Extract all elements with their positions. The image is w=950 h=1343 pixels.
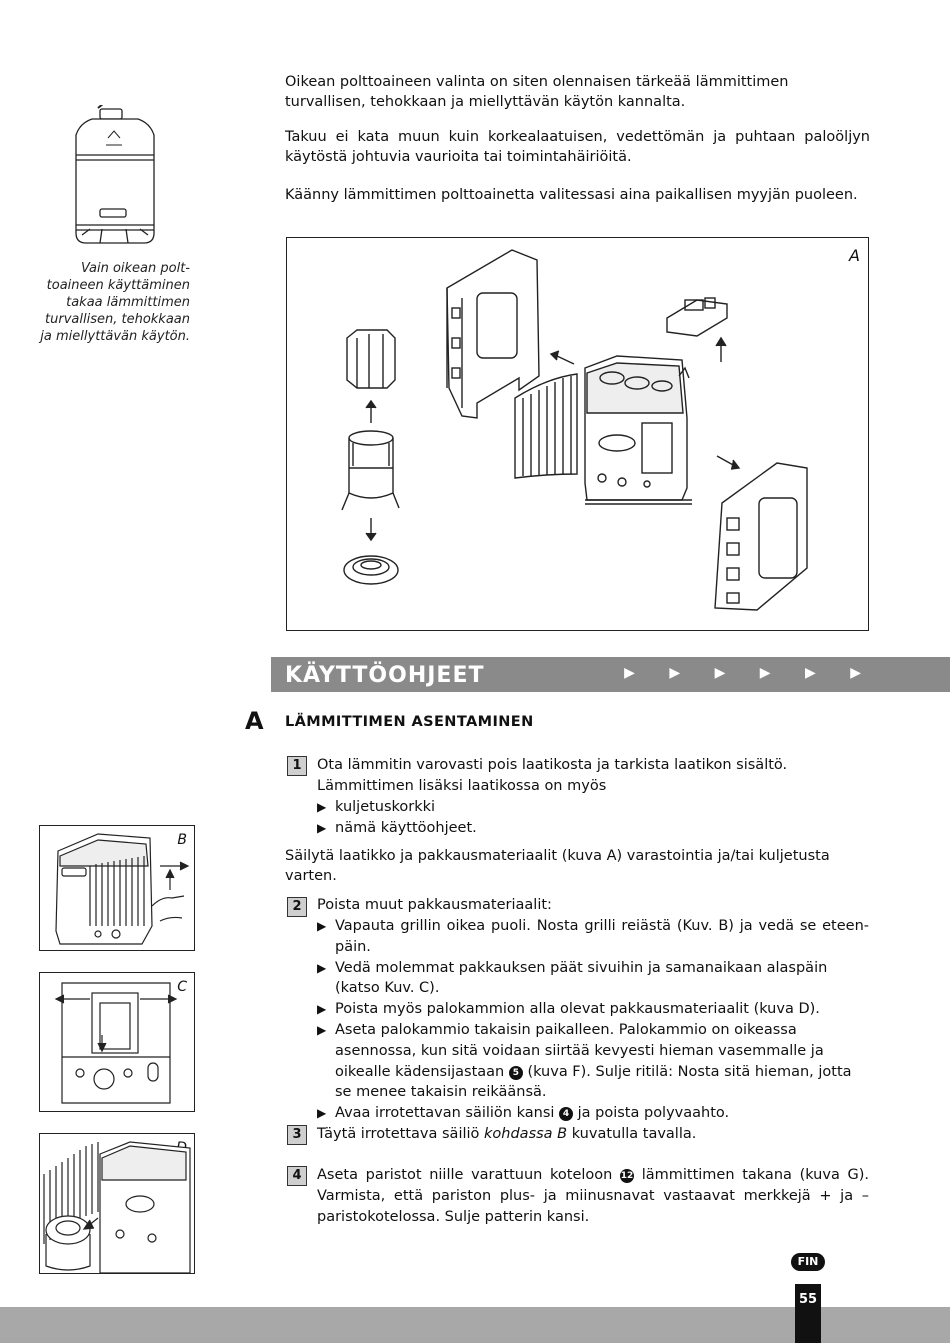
step-1-bullet: ▶ kuljetuskorkki: [317, 799, 436, 815]
step-2-bullet-4-text: Aseta palokammio takaisin paikalleen. Palokammio on oikeassa asennossa, kun sitä voidaan siirtää kevyesti hieman vasemmalle ja oikealle kädensijastaan: [335, 1021, 824, 1080]
subsection-title: LÄMMITTIMEN ASENTAMINEN: [285, 714, 534, 730]
step-2-bullet: ▶ Vapauta grillin oikea puoli. Nosta grilli reiästä (Kuv. B) ja vedä se eteenpäin.: [317, 918, 869, 955]
step-number-2: 2: [287, 897, 307, 917]
step-number-3: 3: [287, 1125, 307, 1145]
step-3-text: Täytä irrotettava säiliö: [317, 1126, 485, 1142]
heater-exploded-drawing: [287, 238, 868, 630]
step-2-bullet: ▶ Avaa irrotettavan säiliön kansi 4 ja poista polyvaahto.: [317, 1105, 730, 1122]
step-1-line-1: Ota lämmitin varovasti pois laatikosta ja tarkista laatikon sisältö.: [317, 757, 788, 773]
step-2-bullet: ▶ Poista myös palokammion alla olevat pakkausmateriaalit (kuva D).: [317, 1001, 820, 1018]
step-1-bullet-text: kuljetuskorkki: [335, 799, 436, 815]
figure-b: [39, 825, 195, 951]
step-2-bullet-text: Vedä molemmat pakkauksen päät sivuihin ja samanaikaan alaspäin (katso Kuv. C).: [335, 959, 828, 997]
step-1-line-2: Lämmittimen lisäksi laatikossa on myös: [317, 778, 607, 794]
step-4-text: Aseta paristot niille varattuun koteloon: [317, 1167, 613, 1183]
step-4-text-end: lämmittimen takana (kuva G). Varmista, että pariston plus- ja miinusnavat vastaavat merkkejä + ja – paristokotelossa. Sulje patterin kansi.: [317, 1167, 870, 1225]
figure-c-label: C: [177, 979, 187, 995]
language-badge: FIN: [791, 1253, 825, 1271]
part-number-badge: 5: [509, 1066, 523, 1080]
part-number-badge: 4: [559, 1107, 573, 1121]
heater-grill-drawing: [40, 826, 194, 950]
step-1: [317, 755, 872, 839]
figure-c: [39, 972, 195, 1112]
step-2-bullet-5-text-end: ja poista polyvaahto.: [577, 1105, 730, 1122]
step-2-bullet: ▶ Vedä molemmat pakkauksen päät sivuihin ja samanaikaan alaspäin (katso Kuv. C).: [317, 959, 828, 997]
step-4: [317, 1165, 869, 1228]
section-title: KÄYTTÖOHJEET: [285, 663, 485, 688]
heater-packaging-drawing: [40, 973, 194, 1111]
fuel-canister-illustration: [70, 105, 160, 247]
step-2-bullet-5-text: Avaa irrotettavan säiliön kansi: [335, 1105, 555, 1122]
step-3-emphasis: kohdassa B: [484, 1126, 568, 1142]
canister-caption: Vain oikean polttoaineen käyttäminen takaa lämmittimen turvallisen, tehokkaan ja miellyttävän käytön.: [40, 261, 190, 344]
step-1-bullet: ▶ nämä käyttöohjeet.: [317, 819, 477, 836]
part-number-badge: 12: [620, 1171, 634, 1181]
step-2-bullet-text: Poista myös palokammion alla olevat pakkausmateriaalit (kuva D).: [335, 1001, 820, 1018]
figure-d: [39, 1133, 195, 1274]
step-1-bullet-text: nämä käyttöohjeet.: [335, 819, 477, 836]
page-number-box: [795, 1284, 821, 1343]
step-number-4: 4: [287, 1166, 307, 1186]
step-2-lead: Poista muut pakkausmateriaalit:: [317, 897, 552, 913]
figure-a-label: A: [849, 246, 860, 265]
step-3: [317, 1124, 869, 1144]
figure-a: [286, 237, 869, 631]
figure-b-label: B: [177, 832, 187, 848]
step-2-bullet-4-text-end: (kuva F). Sulje ritilä: Nosta sitä hieman, jotta se menee takaisin reikäänsä.: [335, 1063, 852, 1101]
step-1-after-text: Säilytä laatikko ja pakkausmateriaalit (kuva A) varastointia ja/tai kuljetusta varten.: [285, 848, 830, 884]
step-2-bullet-text: Vapauta grillin oikea puoli. Nosta grilli reiästä (Kuv. B) ja vedä se eteenpäin.: [335, 918, 869, 955]
step-2: [317, 895, 869, 1124]
section-header-bar: [271, 657, 950, 692]
subsection-letter: A: [245, 707, 264, 735]
section-arrows: ▶ ▶ ▶ ▶ ▶ ▶: [624, 665, 876, 681]
intro-paragraph-2: Takuu ei kata muun kuin korkealaatuisen, vedettömän ja puhtaan paloöljyn käytöstä johtuvia vaurioita tai toimintahäiriöitä.: [285, 129, 870, 165]
heater-burner-drawing: [40, 1134, 194, 1273]
intro-paragraph-3: Käänny lämmittimen polttoainetta valitessasi aina paikallisen myyjän puoleen.: [285, 187, 858, 203]
intro-paragraph-1: Oikean polttoaineen valinta on siten olennaisen tärkeää lämmittimen turvallisen, tehokkaan ja miellyttävän käytön kannalta.: [285, 74, 789, 110]
step-number-1: 1: [287, 756, 307, 776]
page-number: 55: [798, 1292, 818, 1307]
step-2-bullet: ▶ Aseta palokammio takaisin paikalleen. Palokammio on oikeassa asennossa, kun sitä voidaan siirtää kevyesti hieman vasemmalle ja oikealle kädensijastaan 5 (kuva F). Sulje ritilä: Nosta sitä hieman, jotta se menee takaisin reikäänsä.: [317, 1021, 852, 1101]
step-3-text-end: kuvatulla tavalla.: [567, 1126, 697, 1142]
